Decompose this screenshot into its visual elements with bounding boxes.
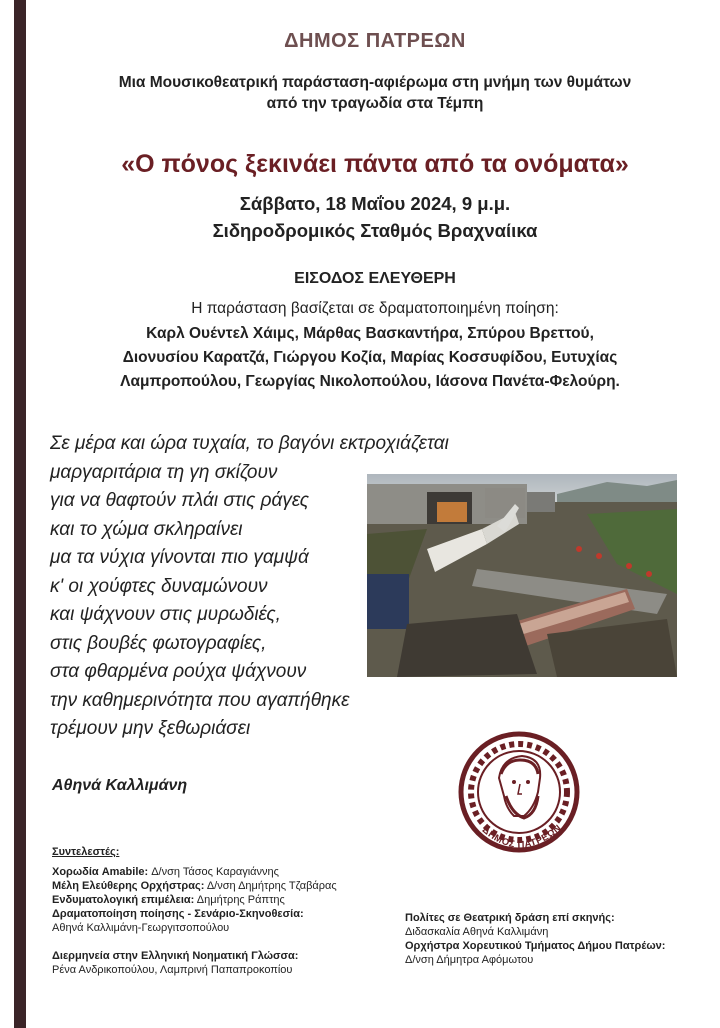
poem-author: Αθηνά Καλλιμάνη — [52, 777, 188, 794]
credit-role: Πολίτες σε Θεατρική δράση επί σκηνής: — [405, 912, 615, 924]
poets-line-2: Διονυσίου Καρατζά, Γιώργου Κοζία, Μαρίας Κοσσυφίδου, Ευτυχίας — [122, 349, 618, 366]
org-name: ΔΗΜΟΣ ΠΑΤΡΕΩΝ — [284, 30, 466, 52]
credit-value: Ρένα Ανδρικοπούλου, Λαμπρινή Παπαπροκοπίου — [52, 964, 293, 976]
credit-value: Διδασκαλία Αθηνά Καλλιμάνη — [405, 926, 549, 938]
credit-value: Δ/νση Δήμητρα Αφόμωτου — [405, 954, 534, 966]
credits-heading: Συντελεστές: — [52, 846, 120, 858]
poem-line: κ' οι χούφτες δυναμώνουν — [50, 575, 268, 597]
credit-value: Δημήτρης Ράπτης — [194, 894, 285, 906]
event-date-venue — [30, 190, 720, 244]
poem-line: στις βουβές φωτογραφίες, — [50, 632, 267, 654]
poets-list — [30, 322, 720, 394]
poem-line: μαργαριτάρια τη γη σκίζουν — [50, 461, 278, 483]
event-subtitle — [30, 72, 720, 114]
event-date: Σάββατο, 18 Μαΐου 2024, 9 μ.μ. — [239, 193, 511, 214]
train-crash-illustration — [367, 474, 677, 677]
train-crash-photo — [367, 474, 677, 677]
municipality-seal-icon — [454, 730, 584, 865]
credit-row — [52, 879, 337, 893]
credit-role: Διερμηνεία στην Ελληνική Νοηματική Γλώσσα: — [52, 950, 299, 962]
logo-text: ΔΗΜΟΣ ΠΑΤΡΕΩΝ — [479, 822, 564, 851]
right-credits — [405, 911, 665, 967]
subtitle-line-2: από την τραγωδία στα Τέμπη — [266, 95, 484, 112]
left-accent-bar — [14, 0, 26, 1028]
poem-line: Σε μέρα και ώρα τυχαία, το βαγόνι εκτροχιάζεται — [50, 433, 449, 454]
poem-line: και ψάχνουν στις μυρωδιές, — [50, 604, 281, 625]
credit-role: Δραματοποίηση ποίησης - Σενάριο-Σκηνοθεσία: — [52, 908, 304, 920]
poem-line: την καθημερινότητα που αγαπήθηκε — [50, 689, 350, 711]
subtitle-line-1: Μια Μουσικοθεατρική παράσταση-αφιέρωμα στη μνήμη των θυμάτων — [118, 74, 632, 91]
credit-row — [52, 865, 337, 879]
free-entry-label: ΕΙΣΟΔΟΣ ΕΛΕΥΘΕΡΗ — [294, 270, 456, 287]
poets-line-1: Καρλ Ουέντελ Χάιμς, Μάρθας Βασκαντήρα, Σπύρου Βρεττού, — [146, 325, 594, 342]
credit-role: Μέλη Ελεύθερης Ορχήστρας: — [52, 880, 205, 892]
poetry-basis-text: Η παράσταση βασίζεται σε δραματοποιημένη ποίηση: — [191, 300, 559, 317]
credit-row — [52, 893, 337, 907]
event-venue: Σιδηροδρομικός Σταθμός Βραχναίικα — [212, 220, 538, 241]
poem-line: και το χώμα σκληραίνει — [50, 518, 243, 540]
credit-row — [405, 911, 665, 925]
credit-row — [52, 907, 337, 921]
poem-line: τρέμουν μην ξεθωριάσει — [50, 718, 251, 739]
credit-role: Ενδυματολογική επιμέλεια: — [52, 894, 195, 906]
credit-row — [52, 949, 337, 963]
event-title: «Ο πόνος ξεκινάει πάντα από τα ονόματα» — [121, 150, 629, 178]
credit-role: Χορωδία Amabile: — [52, 866, 149, 878]
credit-value: Δ/νση Τάσος Καραγιάννης — [148, 866, 279, 878]
municipality-logo — [454, 730, 584, 865]
credit-role: Ορχήστρα Χορευτικού Τμήματος Δήμου Πατρέων: — [405, 940, 666, 952]
poets-line-3: Λαμπροπούλου, Γεωργίας Νικολοπούλου, Ιάσονα Πανέτα-Φελούρη. — [120, 373, 620, 390]
poem-line: για να θαφτούν πλάι στις ράγες — [50, 490, 309, 511]
credit-row — [405, 939, 665, 953]
poem-line: στα φθαρμένα ρούχα ψάχνουν — [50, 661, 307, 682]
credit-value: Αθηνά Καλλιμάνη-Γεωργιτσοπούλου — [52, 922, 230, 934]
credit-value: Δ/νση Δημήτρης Τζαβάρας — [204, 880, 337, 892]
poem-line: μα τα νύχια γίνονται πιο γαμψά — [50, 547, 309, 568]
credits — [52, 845, 337, 977]
